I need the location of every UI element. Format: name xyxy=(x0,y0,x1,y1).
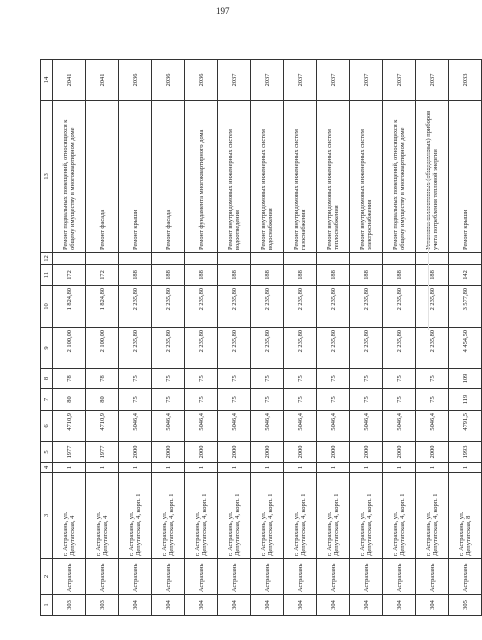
table-row xyxy=(152,60,185,616)
table-cell-col-4: 1 xyxy=(119,463,152,473)
table-cell-col-7: 75 xyxy=(119,389,152,411)
table-cell-col-13: Ремонт внутридомовых инженерных систем водоотведения xyxy=(218,101,251,253)
table-cell-col-1: 304 xyxy=(416,595,449,616)
page-number: 197 xyxy=(216,6,230,16)
table-cell-col-2: Астрахань xyxy=(416,559,449,595)
table-cell-col-2: Астрахань xyxy=(317,559,350,595)
table-cell-col-4: 1 xyxy=(317,463,350,473)
table-cell-col-10: 2 235,80 xyxy=(251,286,284,328)
rotated-table-container xyxy=(40,60,472,616)
table-cell-col-14: 2041 xyxy=(86,60,119,101)
table-cell-col-11: 188 xyxy=(317,265,350,286)
table-cell-col-3: г. Астрахань, ул. Депутатская, 8 xyxy=(449,473,482,559)
table-cell-col-9: 2 235,80 xyxy=(284,328,317,369)
table-cell-col-13: Ремонт фасада xyxy=(152,101,185,253)
table-cell-col-8: 75 xyxy=(251,369,284,389)
table-cell-col-9: 2 235,80 xyxy=(152,328,185,369)
table-cell-col-11: 172 xyxy=(86,265,119,286)
table-cell-col-11: 188 xyxy=(284,265,317,286)
table-cell-col-3: г. Астрахань, ул. Депутатская, 4, корп. 1 xyxy=(251,473,284,559)
header-cell: 3 xyxy=(41,473,53,559)
table-cell-col-4: 1 xyxy=(86,463,119,473)
table-cell-col-9: 2 235,80 xyxy=(185,328,218,369)
table-row xyxy=(383,60,416,616)
table-cell-col-7: 75 xyxy=(317,389,350,411)
table-cell-col-5: 1977 xyxy=(53,442,86,463)
table-cell-col-6: 4710,9 xyxy=(86,411,119,442)
table-cell-col-10: 3 577,80 xyxy=(449,286,482,328)
table-cell-col-4: 1 xyxy=(218,463,251,473)
table-cell-col-11: 188 xyxy=(416,265,449,286)
table-cell-col-9: 2 235,80 xyxy=(251,328,284,369)
table-cell-col-12 xyxy=(152,253,185,265)
table-cell-col-12 xyxy=(185,253,218,265)
table-cell-col-5: 2000 xyxy=(152,442,185,463)
table-cell-col-9: 2 235,80 xyxy=(350,328,383,369)
paper-fold-shadow xyxy=(428,150,447,330)
table-cell-col-6: 5046,4 xyxy=(383,411,416,442)
table-cell-col-6: 5046,4 xyxy=(350,411,383,442)
table-cell-col-14: 2037 xyxy=(416,60,449,101)
table-cell-col-2: Астрахань xyxy=(350,559,383,595)
table-cell-col-11: 142 xyxy=(449,265,482,286)
table-cell-col-14: 2037 xyxy=(284,60,317,101)
table-cell-col-9: 2 235,80 xyxy=(416,328,449,369)
table-cell-col-5: 2000 xyxy=(284,442,317,463)
table-cell-col-7: 75 xyxy=(218,389,251,411)
table-cell-col-10: 2 235,80 xyxy=(152,286,185,328)
table-cell-col-8: 78 xyxy=(53,369,86,389)
table-cell-col-1: 303 xyxy=(53,595,86,616)
table-cell-col-10: 2 235,80 xyxy=(185,286,218,328)
table-cell-col-12 xyxy=(317,253,350,265)
table-row xyxy=(317,60,350,616)
table-cell-col-6: 5046,4 xyxy=(119,411,152,442)
table-cell-col-2: Астрахань xyxy=(185,559,218,595)
header-cell: 11 xyxy=(41,265,53,286)
table-cell-col-8: 75 xyxy=(383,369,416,389)
table-cell-col-3: г. Астрахань, ул. Депутатская, 4, корп. 1 xyxy=(284,473,317,559)
table-cell-col-12 xyxy=(449,253,482,265)
table-cell-col-8: 109 xyxy=(449,369,482,389)
table-cell-col-3: г. Астрахань, ул. Депутатская, 4 xyxy=(53,473,86,559)
table-cell-col-12 xyxy=(284,253,317,265)
header-cell: 12 xyxy=(41,253,53,265)
table-cell-col-10: 2 235,80 xyxy=(383,286,416,328)
table-cell-col-14: 2041 xyxy=(53,60,86,101)
table-row xyxy=(284,60,317,616)
header-cell: 6 xyxy=(41,411,53,442)
table-cell-col-6: 5046,4 xyxy=(152,411,185,442)
table-cell-col-10: 2 235,80 xyxy=(317,286,350,328)
table-cell-col-2: Астрахань xyxy=(86,559,119,595)
table-cell-col-11: 188 xyxy=(251,265,284,286)
table-cell-col-6: 5046,4 xyxy=(251,411,284,442)
header-cell: 13 xyxy=(41,101,53,253)
table-cell-col-11: 188 xyxy=(119,265,152,286)
table-cell-col-14: 2037 xyxy=(251,60,284,101)
table-cell-col-5: 2000 xyxy=(251,442,284,463)
table-cell-col-4: 1 xyxy=(53,463,86,473)
table-cell-col-5: 2000 xyxy=(119,442,152,463)
table-cell-col-2: Астрахань xyxy=(119,559,152,595)
table-cell-col-13: Ремонт подвальных помещений, относящихся к общему имуществу в многоквартирном доме xyxy=(383,101,416,253)
table-cell-col-11: 188 xyxy=(383,265,416,286)
table-cell-col-13: Ремонт крыши xyxy=(449,101,482,253)
table-cell-col-11: 188 xyxy=(152,265,185,286)
table-cell-col-6: 5046,4 xyxy=(218,411,251,442)
table-cell-col-14: 2036 xyxy=(119,60,152,101)
table-cell-col-14: 2036 xyxy=(185,60,218,101)
table-cell-col-8: 75 xyxy=(317,369,350,389)
table-cell-col-13: Ремонт внутридомовых инженерных систем электроснабжения xyxy=(350,101,383,253)
table-cell-col-2: Астрахань xyxy=(152,559,185,595)
header-cell: 14 xyxy=(41,60,53,101)
table-cell-col-1: 304 xyxy=(284,595,317,616)
table-cell-col-8: 75 xyxy=(416,369,449,389)
table-cell-col-7: 75 xyxy=(251,389,284,411)
table-cell-col-12 xyxy=(350,253,383,265)
table-cell-col-9: 2 235,80 xyxy=(317,328,350,369)
table-cell-col-9: 2 100,00 xyxy=(53,328,86,369)
table-cell-col-6: 4710,9 xyxy=(53,411,86,442)
header-cell: 9 xyxy=(41,328,53,369)
table-cell-col-3: г. Астрахань, ул. Депутатская, 4, корп. 1 xyxy=(350,473,383,559)
table-cell-col-7: 75 xyxy=(152,389,185,411)
table-cell-col-13: Ремонт внутридомовых инженерных систем газоснабжения xyxy=(284,101,317,253)
table-cell-col-3: г. Астрахань, ул. Депутатская, 4, корп. 1 xyxy=(317,473,350,559)
table-cell-col-4: 1 xyxy=(449,463,482,473)
table-cell-col-7: 80 xyxy=(86,389,119,411)
table-cell-col-1: 304 xyxy=(218,595,251,616)
header-cell: 5 xyxy=(41,442,53,463)
table-cell-col-1: 304 xyxy=(119,595,152,616)
table-cell-col-7: 75 xyxy=(350,389,383,411)
header-cell: 2 xyxy=(41,559,53,595)
table-cell-col-8: 75 xyxy=(218,369,251,389)
table-cell-col-1: 305 xyxy=(449,595,482,616)
table-cell-col-10: 2 235,80 xyxy=(119,286,152,328)
table-cell-col-2: Астрахань xyxy=(449,559,482,595)
table-cell-col-8: 75 xyxy=(185,369,218,389)
table-cell-col-7: 119 xyxy=(449,389,482,411)
table-cell-col-6: 5046,4 xyxy=(317,411,350,442)
table-row xyxy=(416,60,449,616)
table-cell-col-9: 2 235,80 xyxy=(383,328,416,369)
table-cell-col-5: 2000 xyxy=(185,442,218,463)
table-cell-col-9: 4 454,50 xyxy=(449,328,482,369)
table-cell-col-12 xyxy=(218,253,251,265)
table-cell-col-8: 75 xyxy=(350,369,383,389)
table-row xyxy=(185,60,218,616)
table-cell-col-5: 2000 xyxy=(350,442,383,463)
table-cell-col-11: 172 xyxy=(53,265,86,286)
table-cell-col-1: 304 xyxy=(152,595,185,616)
table-cell-col-4: 1 xyxy=(152,463,185,473)
capital-repair-table xyxy=(40,59,482,616)
table-cell-col-11: 188 xyxy=(350,265,383,286)
table-cell-col-5: 2000 xyxy=(317,442,350,463)
table-cell-col-12 xyxy=(86,253,119,265)
table-cell-col-14: 2033 xyxy=(449,60,482,101)
table-cell-col-3: г. Астрахань, ул. Депутатская, 4, корп. 1 xyxy=(152,473,185,559)
table-cell-col-9: 2 100,00 xyxy=(86,328,119,369)
table-cell-col-1: 304 xyxy=(350,595,383,616)
table-row xyxy=(449,60,482,616)
header-cell: 8 xyxy=(41,369,53,389)
table-row xyxy=(119,60,152,616)
table-cell-col-8: 75 xyxy=(119,369,152,389)
table-cell-col-14: 2037 xyxy=(350,60,383,101)
table-cell-col-9: 2 235,80 xyxy=(119,328,152,369)
table-cell-col-4: 1 xyxy=(251,463,284,473)
table-cell-col-12 xyxy=(383,253,416,265)
table-cell-col-7: 80 xyxy=(53,389,86,411)
table-cell-col-5: 1977 xyxy=(86,442,119,463)
table-cell-col-14: 2036 xyxy=(152,60,185,101)
table-cell-col-10: 2 235,80 xyxy=(284,286,317,328)
table-cell-col-13: Ремонт крыши xyxy=(119,101,152,253)
table-cell-col-4: 1 xyxy=(350,463,383,473)
table-row xyxy=(218,60,251,616)
header-cell: 10 xyxy=(41,286,53,328)
table-cell-col-13: Ремонт внутридомовых инженерных систем теплоснабжения xyxy=(317,101,350,253)
table-cell-col-8: 75 xyxy=(284,369,317,389)
table-cell-col-3: г. Астрахань, ул. Депутатская, 4, корп. 1 xyxy=(218,473,251,559)
table-cell-col-7: 75 xyxy=(185,389,218,411)
table-cell-col-5: 2000 xyxy=(416,442,449,463)
table-cell-col-6: 5046,4 xyxy=(284,411,317,442)
table-cell-col-4: 1 xyxy=(185,463,218,473)
table-cell-col-13: Ремонт фасада xyxy=(86,101,119,253)
table-cell-col-6: 5046,4 xyxy=(416,411,449,442)
table-cell-col-8: 75 xyxy=(152,369,185,389)
table-cell-col-6: 4791,5 xyxy=(449,411,482,442)
table-cell-col-10: 2 235,80 xyxy=(416,286,449,328)
table-cell-col-11: 188 xyxy=(185,265,218,286)
table-cell-col-13: Ремонт внутридомовых инженерных систем водоснабжения xyxy=(251,101,284,253)
table-row xyxy=(53,60,86,616)
table-cell-col-13: Ремонт подвальных помещений, относящихся к общему имуществу в многоквартирном доме xyxy=(53,101,86,253)
table-cell-col-3: г. Астрахань, ул. Депутатская, 4 xyxy=(86,473,119,559)
table-cell-col-4: 1 xyxy=(383,463,416,473)
table-cell-col-1: 303 xyxy=(86,595,119,616)
table-cell-col-10: 2 235,80 xyxy=(350,286,383,328)
table-row xyxy=(350,60,383,616)
table-cell-col-2: Астрахань xyxy=(218,559,251,595)
table-row xyxy=(251,60,284,616)
table-cell-col-10: 1 824,80 xyxy=(53,286,86,328)
table-cell-col-13: Ремонт фундамента многоквартирного дома xyxy=(185,101,218,253)
table-cell-col-2: Астрахань xyxy=(251,559,284,595)
table-cell-col-1: 304 xyxy=(317,595,350,616)
table-cell-col-14: 2037 xyxy=(317,60,350,101)
table-cell-col-6: 5046,4 xyxy=(185,411,218,442)
header-cell: 4 xyxy=(41,463,53,473)
table-cell-col-10: 1 824,80 xyxy=(86,286,119,328)
table-cell-col-7: 75 xyxy=(284,389,317,411)
table-cell-col-9: 2 235,80 xyxy=(218,328,251,369)
table-cell-col-3: г. Астрахань, ул. Депутатская, 4, корп. 1 xyxy=(416,473,449,559)
table-cell-col-2: Астрахань xyxy=(284,559,317,595)
table-cell-col-12 xyxy=(251,253,284,265)
table-cell-col-1: 304 xyxy=(185,595,218,616)
table-cell-col-14: 2037 xyxy=(383,60,416,101)
table-cell-col-2: Астрахань xyxy=(383,559,416,595)
table-cell-col-1: 304 xyxy=(383,595,416,616)
table-cell-col-4: 1 xyxy=(284,463,317,473)
table-row xyxy=(86,60,119,616)
table-cell-col-5: 2000 xyxy=(383,442,416,463)
table-cell-col-8: 78 xyxy=(86,369,119,389)
table-cell-col-12 xyxy=(53,253,86,265)
header-cell: 1 xyxy=(41,595,53,616)
table-cell-col-11: 188 xyxy=(218,265,251,286)
table-cell-col-3: г. Астрахань, ул. Депутатская, 4, корп. 1 xyxy=(119,473,152,559)
table-cell-col-5: 1993 xyxy=(449,442,482,463)
table-cell-col-10: 2 235,80 xyxy=(218,286,251,328)
header-cell: 7 xyxy=(41,389,53,411)
table-cell-col-2: Астрахань xyxy=(53,559,86,595)
table-cell-col-13: Установка коллективных (общедомовых) приборов учета потребления тепловой энергии xyxy=(416,101,449,253)
table-cell-col-1: 304 xyxy=(251,595,284,616)
table-cell-col-3: г. Астрахань, ул. Депутатская, 4, корп. 1 xyxy=(185,473,218,559)
header-row xyxy=(41,60,53,616)
table-cell-col-3: г. Астрахань, ул. Депутатская, 4, корп. 1 xyxy=(383,473,416,559)
table-cell-col-7: 75 xyxy=(383,389,416,411)
table-cell-col-5: 2000 xyxy=(218,442,251,463)
table-cell-col-4: 1 xyxy=(416,463,449,473)
table-cell-col-14: 2037 xyxy=(218,60,251,101)
table-cell-col-7: 75 xyxy=(416,389,449,411)
table-cell-col-12 xyxy=(119,253,152,265)
